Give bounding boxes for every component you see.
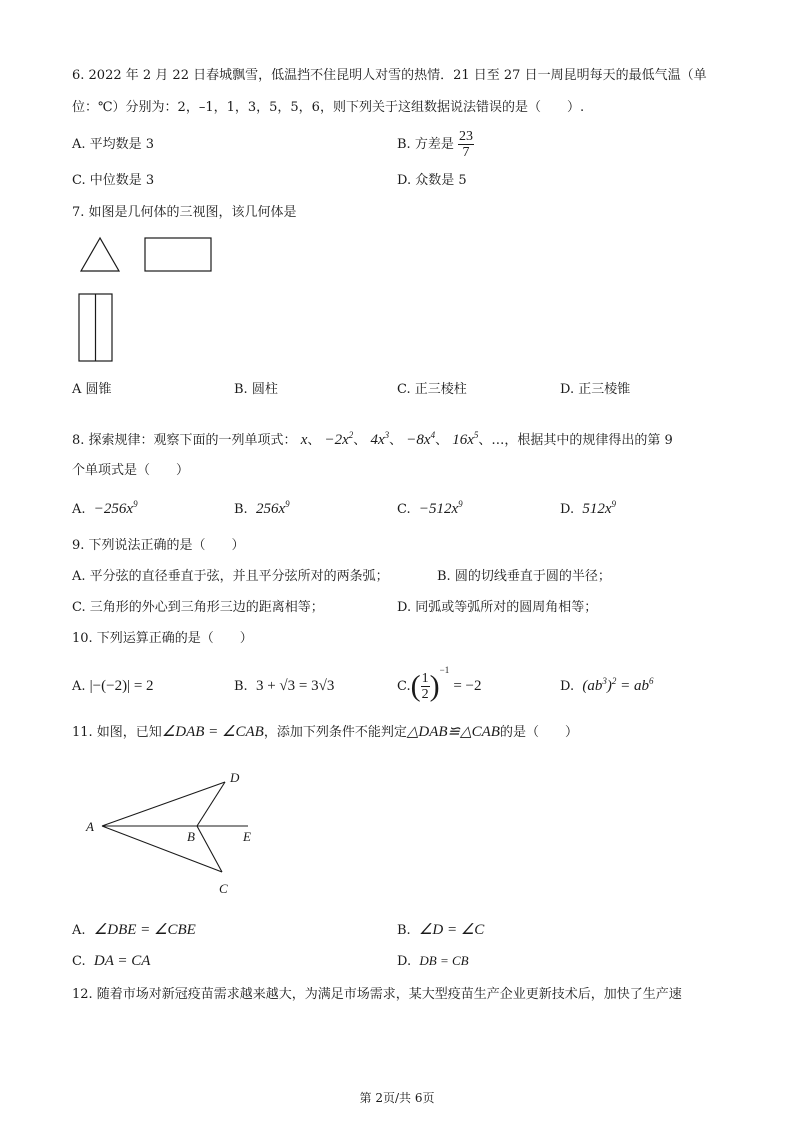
q11-option-a [72, 922, 196, 939]
separator: 、 [435, 433, 449, 448]
q10-option-d-expr: $(ab^3)^2 = ab^6$ [582, 676, 654, 694]
q6-option-d: D. 众数是 5 [397, 173, 467, 188]
q8-option-b-value: $256x^9$ [255, 499, 290, 517]
segment-db [197, 782, 225, 826]
q11-option-a-expr: ∠DBE = ∠CBE [93, 922, 196, 938]
point-label-e: E [243, 829, 251, 844]
q11-stem-mid: ，添加下列条件不能判定 [263, 725, 407, 740]
q8-term-1: x [300, 432, 308, 448]
q9-option-d: D. 同弧或等弧所对的圆周角相等； [397, 600, 598, 615]
fraction-numerator: 1 [421, 671, 429, 686]
left-paren: ( [410, 669, 421, 703]
segment-bc [197, 826, 222, 872]
option-label: C. [397, 502, 411, 517]
segment-ac [102, 826, 222, 872]
q8-stem-line2: 个单项式是（ ） [72, 463, 190, 478]
fraction-numerator: 23 [458, 129, 473, 144]
exponent: −1 [439, 664, 450, 675]
q9-option-c: C. 三角形的外心到三角形三边的距离相等； [72, 600, 324, 615]
q8-option-d-value: $512x^9$ [582, 499, 617, 517]
q11-option-b [397, 922, 484, 939]
option-label: B. [397, 923, 411, 938]
q7-stem: 7. 如图是几何体的三视图，该几何体是 [72, 205, 297, 220]
q11-option-b-expr: ∠D = ∠C [418, 922, 485, 938]
point-label-a: A [86, 819, 94, 834]
q7-option-b: B. 圆柱 [234, 382, 278, 397]
q10-option-b-expr: 3 + √3 = 3√3 [255, 678, 335, 694]
q9-option-a: A. 平分弦的直径垂直于弦，并且平分弦所对的两条弧； [72, 569, 389, 584]
q6-stem-line2: 位：℃）分别为：2，–1，1，3，5，5，6，则下列关于这组数据说法错误的是（ ）. [72, 100, 585, 115]
q6-option-a: A. 平均数是 3 [72, 137, 155, 152]
separator: 、 [307, 433, 321, 448]
fraction-denominator: 2 [421, 687, 429, 702]
q10-option-a-expr: |−(−2)| = 2 [89, 678, 154, 694]
q11-option-d-expr: DB = CB [419, 953, 469, 968]
q11-option-d [397, 953, 469, 970]
q7-option-a: A 圆锥 [72, 382, 112, 397]
point-label-b: B [187, 829, 195, 844]
q11-congruence: △DAB≌△CAB [406, 724, 500, 740]
q8-option-c-value: $-512x^9$ [418, 499, 463, 517]
q8-stem-post: 、…，根据其中的规律得出的第 9 [478, 433, 673, 448]
segment-ad [102, 782, 225, 826]
q11-option-c-expr: DA = CA [93, 953, 151, 969]
q11-condition: ∠DAB = ∠CAB [161, 724, 264, 740]
option-label: C. [72, 954, 86, 969]
separator: 、 [389, 433, 403, 448]
fraction-denominator: 7 [462, 145, 470, 160]
option-label: A. [72, 923, 86, 938]
q8-term-3: $4x^3$ [370, 430, 390, 448]
q11-option-c [72, 953, 150, 970]
q7-option-c: C. 正三棱柱 [397, 382, 467, 397]
option-label: C. [397, 679, 411, 694]
option-label: D. [560, 679, 575, 694]
q11-stem-post: 的是（ ） [499, 725, 578, 740]
q8-stem-pre: 8. 探索规律：观察下面的一列单项式： [72, 433, 297, 448]
q11-stem-pre: 11. 如图，已知 [72, 725, 162, 740]
q10-stem: 10. 下列运算正确的是（ ） [72, 631, 253, 646]
point-label-d: D [230, 770, 240, 785]
q12-stem-line1: 12. 随着市场对新冠疫苗需求越来越大，为满足市场需求，某大型疫苗生产企业更新技术后，加快了生产速 [72, 987, 682, 1002]
q9-option-b: B. 圆的切线垂直于圆的半径； [437, 569, 611, 584]
separator: 、 [353, 433, 367, 448]
q7-option-d: D. 正三棱锥 [560, 382, 631, 397]
q6-option-b-text: B. 方差是 [397, 137, 454, 152]
point-label-c: C [219, 881, 228, 896]
page-footer: 第 2页/共 6页 [359, 1091, 435, 1105]
option-label: B. [234, 679, 248, 694]
q8-option-a-value: $-256x^9$ [93, 499, 138, 517]
option-label: A. [72, 679, 86, 694]
q8-term-2: $-2x^2$ [324, 430, 354, 448]
option-label: D. [560, 502, 575, 517]
q10-option-c-rhs: = −2 [453, 678, 482, 694]
q8-term-5: $16x^5$ [452, 430, 479, 448]
option-label: D. [397, 954, 412, 969]
q6-option-c: C. 中位数是 3 [72, 173, 155, 188]
option-label: A. [72, 502, 86, 517]
q8-term-4: $-8x^4$ [406, 430, 436, 448]
q6-stem-line1: 6. 2022 年 2 月 22 日春城飘雪，低温挡不住昆明人对雪的热情．21 日至 27 日一周昆明每天的最低气温（单 [72, 68, 707, 83]
right-paren: ) [429, 669, 440, 703]
option-label: B. [234, 502, 248, 517]
q9-stem: 9. 下列说法正确的是（ ） [72, 538, 245, 553]
